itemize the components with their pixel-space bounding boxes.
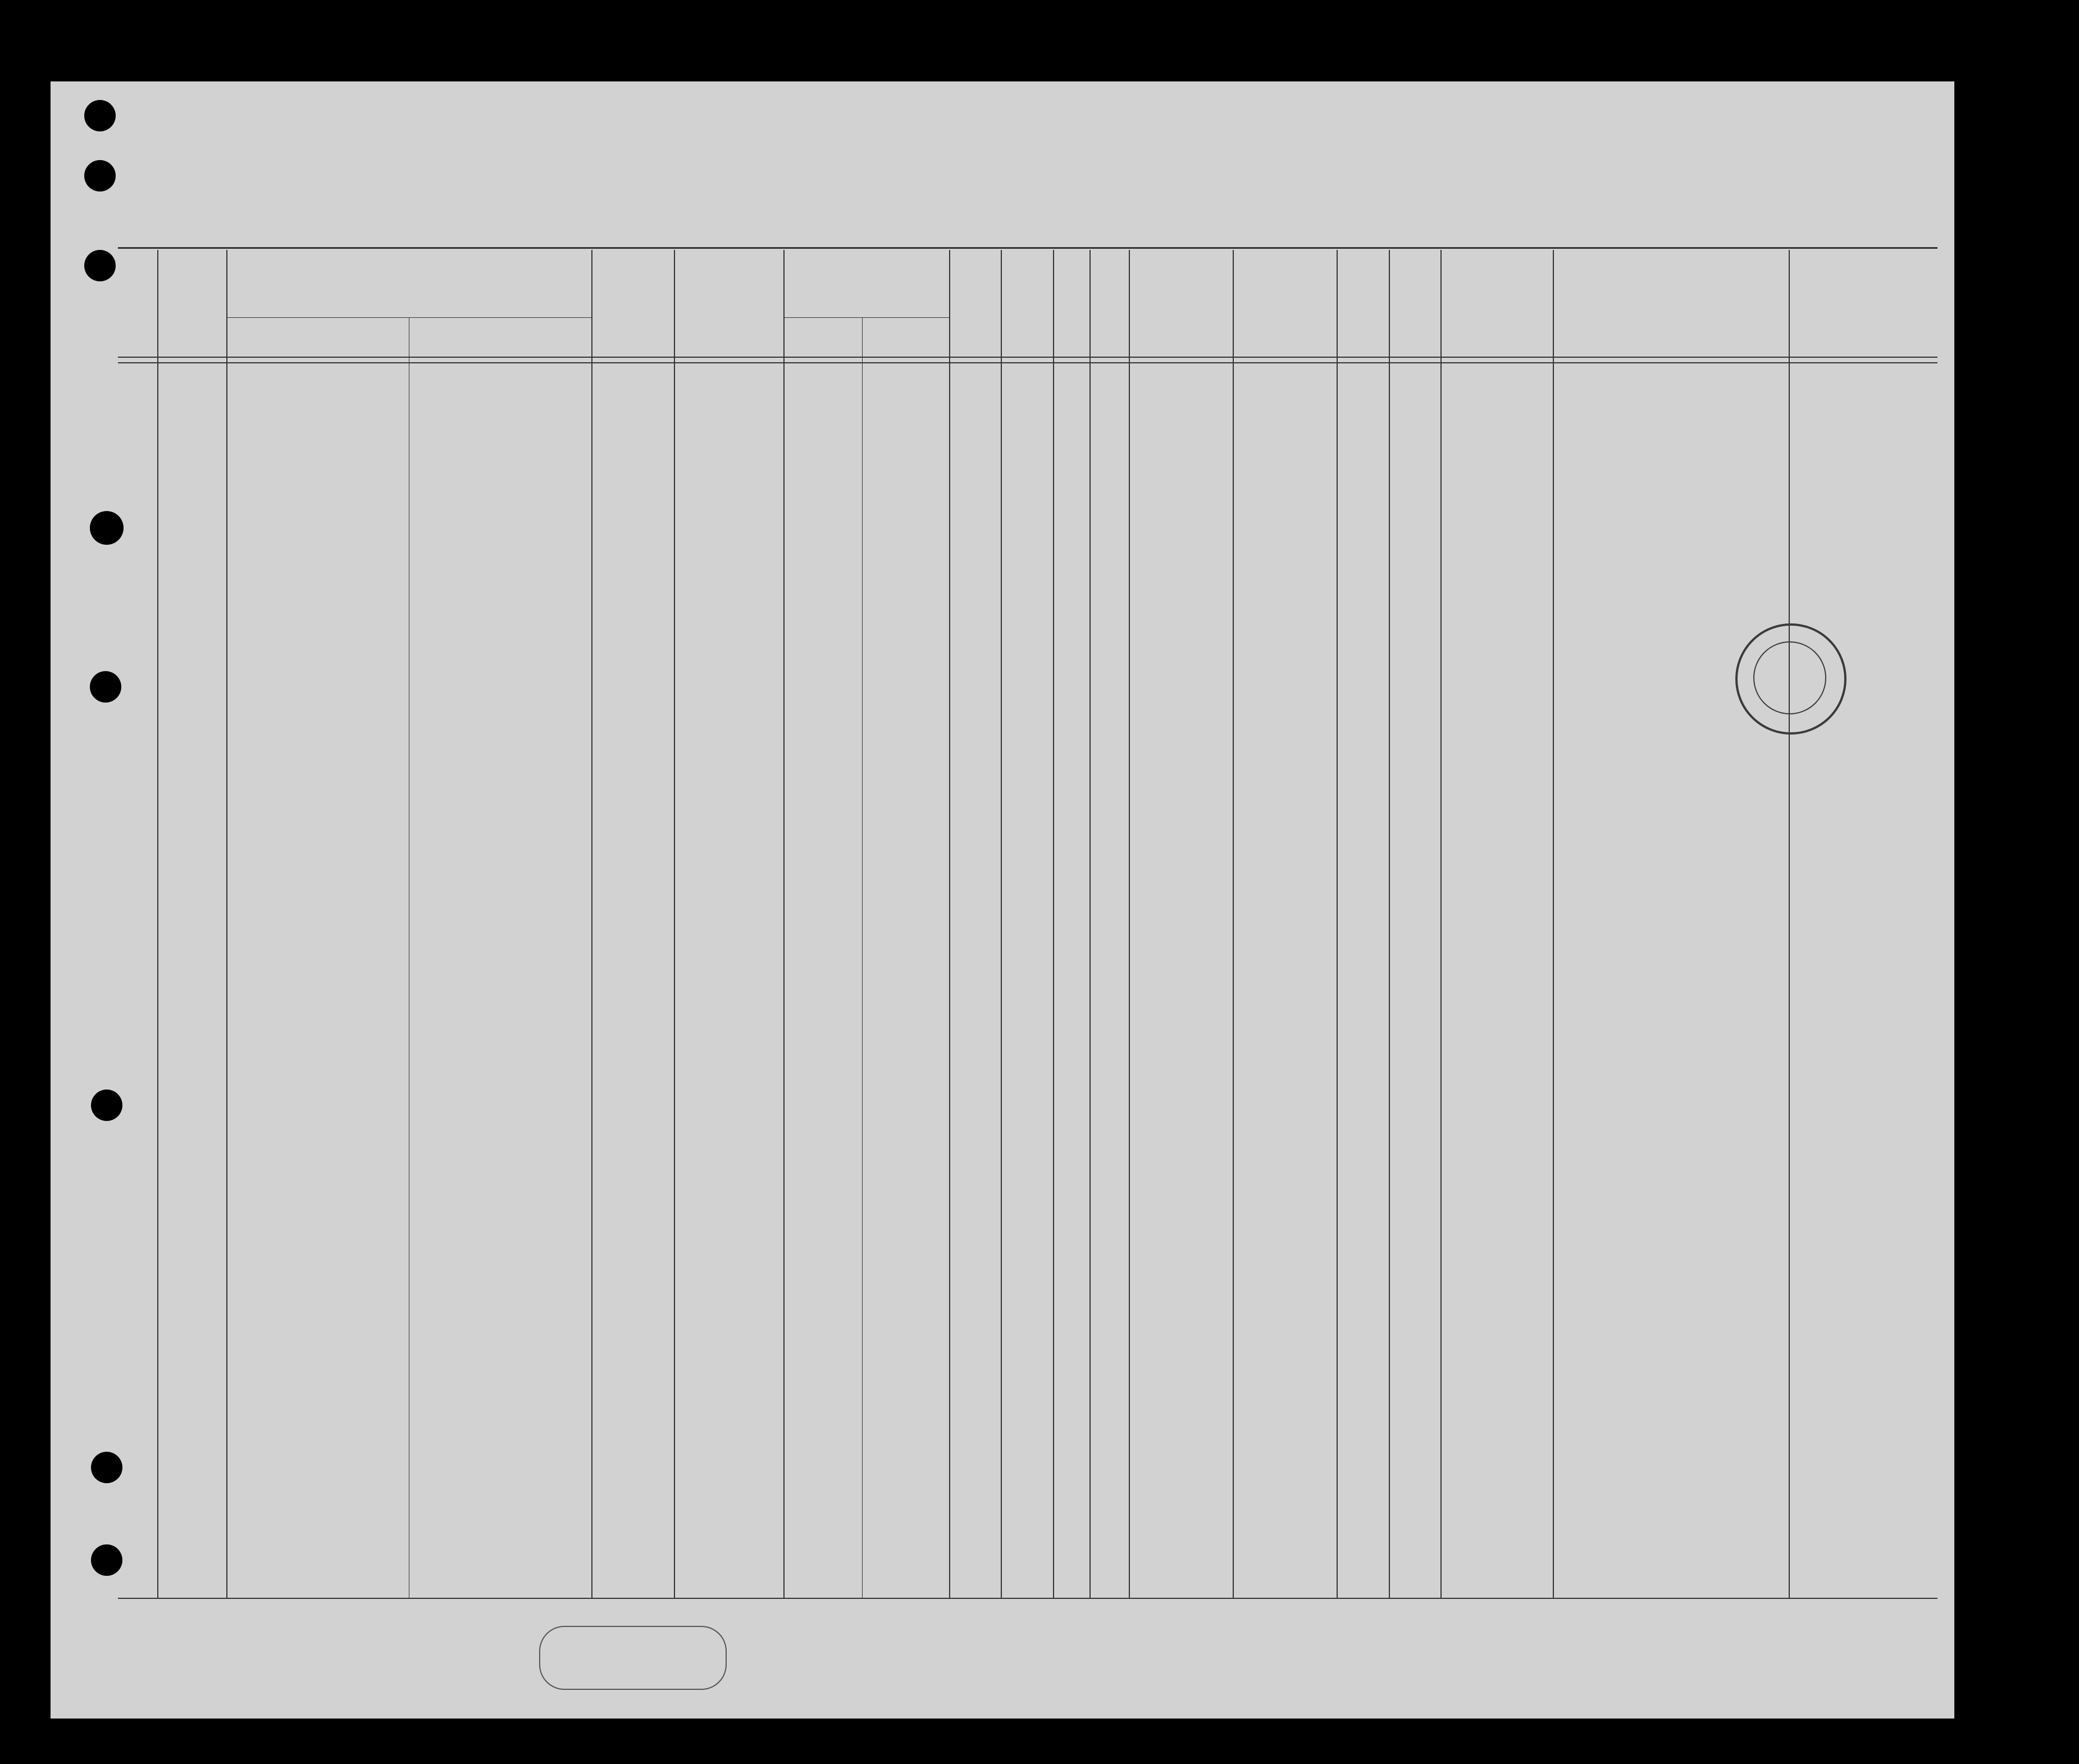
- col-sep: [1129, 250, 1130, 1598]
- punch-hole: [84, 250, 116, 281]
- header-rule: [118, 357, 1937, 358]
- col-sep: [1001, 250, 1002, 1598]
- punch-hole: [84, 100, 116, 131]
- col-sep: [1053, 250, 1054, 1598]
- punch-hole: [91, 1452, 122, 1483]
- col-sep: [591, 250, 592, 1598]
- col-sep: [1389, 250, 1390, 1598]
- punch-hole: [90, 671, 121, 703]
- col-sep: [1789, 250, 1790, 1598]
- punch-hole: [91, 1544, 122, 1576]
- manifest-sheet: [51, 81, 1954, 1719]
- col-sep: [674, 250, 675, 1598]
- punch-hole: [84, 160, 116, 192]
- col-sep: [226, 250, 227, 1598]
- col-sep: [1089, 250, 1091, 1598]
- table-bottom-rule: [118, 1598, 1937, 1599]
- table-top-rule: [118, 247, 1937, 249]
- col-sep-sub: [862, 317, 863, 1598]
- sub-rule: [783, 317, 949, 318]
- col-sep: [783, 250, 785, 1598]
- crew-count-box: [539, 1626, 727, 1690]
- consulate-stamp: [1735, 623, 1847, 735]
- punch-hole: [90, 511, 124, 545]
- col-sep: [157, 250, 158, 1598]
- header-rule-2: [118, 362, 1937, 363]
- sub-rule: [226, 317, 591, 318]
- col-sep: [1337, 250, 1338, 1598]
- col-sep: [1233, 250, 1234, 1598]
- col-sep: [1440, 250, 1442, 1598]
- col-sep: [949, 250, 950, 1598]
- col-sep: [1553, 250, 1554, 1598]
- punch-hole: [91, 1090, 122, 1121]
